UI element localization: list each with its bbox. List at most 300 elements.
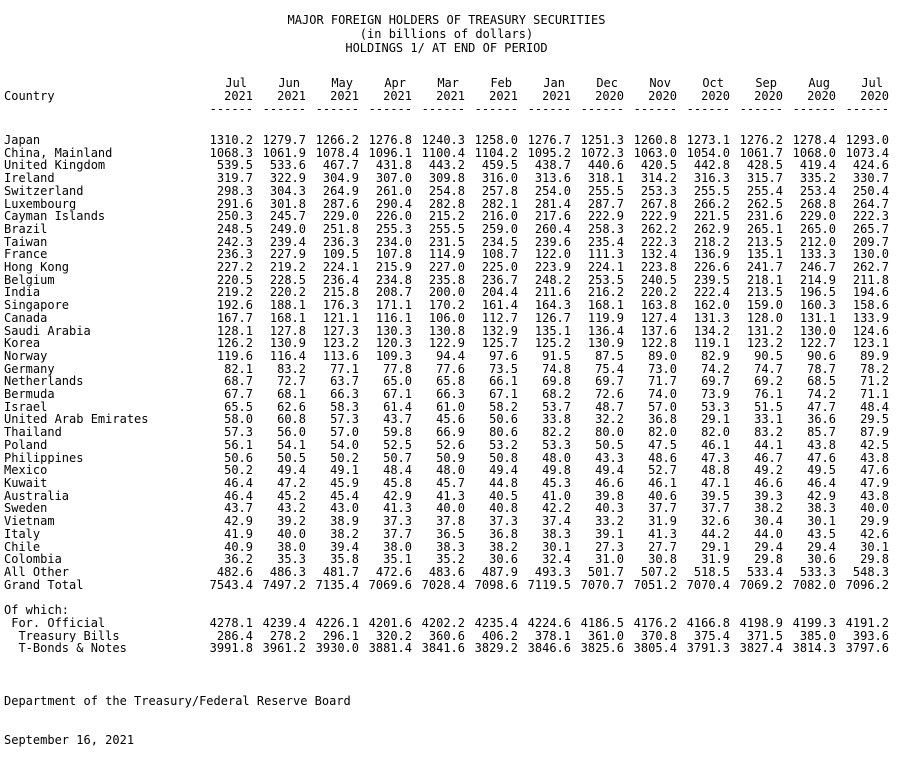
cell-value: 32.4 bbox=[542, 553, 571, 566]
row-label: Chile bbox=[4, 540, 41, 554]
cell-value: 1068.0 bbox=[792, 146, 836, 160]
cell-value: 45.3 bbox=[542, 476, 571, 490]
cell-value: 38.3 bbox=[436, 540, 465, 554]
cell-value: 37.7 bbox=[701, 502, 730, 516]
cell-value: 45.8 bbox=[383, 476, 412, 490]
cell-value: 29.4 bbox=[754, 540, 783, 554]
cell-value: 66.9 bbox=[436, 426, 465, 439]
row-label: Kuwait bbox=[4, 476, 48, 490]
cell-value: 235.4 bbox=[587, 235, 624, 249]
cell-value: 1072.3 bbox=[580, 146, 624, 160]
cell-value: 419.4 bbox=[799, 159, 836, 173]
cell-value: 37.7 bbox=[648, 502, 677, 516]
cell-value: 291.6 bbox=[216, 197, 253, 211]
cell-value: 192.6 bbox=[216, 299, 253, 312]
cell-value: 533.3 bbox=[799, 565, 836, 579]
cell-value: 66.1 bbox=[489, 375, 518, 389]
cell-value: 1279.7 bbox=[262, 134, 306, 147]
table-row bbox=[4, 261, 900, 274]
cell-value: 83.2 bbox=[277, 362, 306, 376]
table-row bbox=[4, 274, 900, 287]
cell-value: 3930.0 bbox=[315, 642, 359, 656]
cell-value: 91.5 bbox=[542, 349, 571, 363]
cell-value: 316.0 bbox=[481, 172, 518, 185]
column-year-label: 2020 bbox=[860, 90, 889, 103]
cell-value: 335.2 bbox=[799, 172, 836, 185]
cell-value: 52.5 bbox=[383, 438, 412, 452]
cell-value: 43.8 bbox=[860, 489, 889, 503]
header-months-row bbox=[4, 77, 900, 90]
column-underline: ------ bbox=[633, 103, 677, 116]
cell-value: 265.1 bbox=[746, 222, 783, 236]
table-header bbox=[4, 77, 900, 116]
cell-value: 4278.1 bbox=[209, 617, 253, 630]
cell-value: 313.6 bbox=[534, 172, 571, 185]
cell-value: 224.1 bbox=[322, 261, 359, 274]
cell-value: 33.8 bbox=[542, 413, 571, 427]
cell-value: 122.8 bbox=[640, 337, 677, 350]
cell-value: 39.5 bbox=[701, 489, 730, 503]
cell-value: 236.3 bbox=[216, 248, 253, 262]
cell-value: 188.1 bbox=[269, 299, 306, 312]
cell-value: 59.8 bbox=[383, 426, 412, 439]
cell-value: 50.5 bbox=[277, 451, 306, 465]
table-row bbox=[4, 426, 900, 439]
cell-value: 218.2 bbox=[693, 235, 730, 249]
column-month-label: Apr bbox=[384, 77, 406, 90]
cell-value: 44.1 bbox=[754, 438, 783, 452]
cell-value: 73.9 bbox=[701, 388, 730, 401]
cell-value: 61.0 bbox=[436, 400, 465, 414]
cell-value: 234.5 bbox=[481, 235, 518, 249]
row-label: Hong Kong bbox=[4, 261, 70, 274]
cell-value: 1276.7 bbox=[527, 134, 571, 147]
column-month-label: May bbox=[331, 77, 353, 90]
cell-value: 43.8 bbox=[860, 451, 889, 465]
cell-value: 236.4 bbox=[322, 273, 359, 287]
cell-value: 35.3 bbox=[277, 553, 306, 566]
cell-value: 493.3 bbox=[534, 565, 571, 579]
cell-value: 316.3 bbox=[693, 172, 730, 185]
cell-value: 3814.3 bbox=[792, 642, 836, 656]
row-label: All Other bbox=[4, 565, 70, 579]
column-underline: ------ bbox=[580, 103, 624, 116]
row-label: Saudi Arabia bbox=[4, 324, 91, 338]
cell-value: 7069.6 bbox=[368, 578, 412, 592]
cell-value: 3846.6 bbox=[527, 642, 571, 656]
cell-value: 69.8 bbox=[542, 375, 571, 389]
cell-value: 3805.4 bbox=[633, 642, 677, 656]
cell-value: 49.4 bbox=[595, 464, 624, 477]
cell-value: 159.0 bbox=[746, 299, 783, 312]
cell-value: 131.3 bbox=[693, 311, 730, 325]
cell-value: 38.9 bbox=[330, 515, 359, 528]
cell-value: 82.0 bbox=[701, 426, 730, 439]
cell-value: 236.3 bbox=[322, 235, 359, 249]
cell-value: 39.1 bbox=[595, 527, 624, 541]
cell-value: 106.0 bbox=[428, 311, 465, 325]
cell-value: 97.6 bbox=[489, 349, 518, 363]
cell-value: 472.6 bbox=[375, 565, 412, 579]
table-row bbox=[4, 528, 900, 541]
cell-value: 258.3 bbox=[587, 222, 624, 236]
row-label: France bbox=[4, 248, 48, 262]
cell-value: 47.1 bbox=[701, 476, 730, 490]
cell-value: 47.3 bbox=[701, 451, 730, 465]
cell-value: 1073.4 bbox=[845, 146, 889, 160]
cell-value: 420.5 bbox=[640, 159, 677, 173]
table-row bbox=[4, 401, 900, 414]
column-underline: ------ bbox=[209, 103, 253, 116]
cell-value: 501.7 bbox=[587, 565, 624, 579]
cell-value: 215.8 bbox=[322, 286, 359, 300]
cell-value: 361.0 bbox=[587, 629, 624, 643]
cell-value: 67.1 bbox=[489, 388, 518, 401]
column-underline: ------ bbox=[527, 103, 571, 116]
cell-value: 50.6 bbox=[224, 451, 253, 465]
cell-value: 168.1 bbox=[269, 311, 306, 325]
cell-value: 518.5 bbox=[693, 565, 730, 579]
cell-value: 50.5 bbox=[595, 438, 624, 452]
cell-value: 33.1 bbox=[754, 413, 783, 427]
cell-value: 3791.3 bbox=[686, 642, 730, 656]
cell-value: 41.3 bbox=[383, 502, 412, 516]
column-year-label: 2021 bbox=[383, 90, 412, 103]
cell-value: 132.9 bbox=[481, 324, 518, 338]
table-row bbox=[4, 299, 900, 312]
cell-value: 459.5 bbox=[481, 159, 518, 173]
cell-value: 130.0 bbox=[799, 324, 836, 338]
column-year-label: 2020 bbox=[595, 90, 624, 103]
row-label: India bbox=[4, 286, 41, 300]
table-row bbox=[4, 325, 900, 338]
row-label: Canada bbox=[4, 311, 48, 325]
cell-value: 1240.3 bbox=[421, 134, 465, 147]
cell-value: 1100.4 bbox=[421, 146, 465, 160]
column-year-label: 2020 bbox=[648, 90, 677, 103]
cell-value: 45.7 bbox=[436, 476, 465, 490]
cell-value: 42.9 bbox=[807, 489, 836, 503]
cell-value: 65.0 bbox=[383, 375, 412, 389]
cell-value: 68.5 bbox=[807, 375, 836, 389]
cell-value: 251.8 bbox=[322, 222, 359, 236]
cell-value: 4176.2 bbox=[633, 617, 677, 630]
cell-value: 73.0 bbox=[648, 362, 677, 376]
cell-value: 225.0 bbox=[481, 261, 518, 274]
cell-value: 35.1 bbox=[383, 553, 412, 566]
cell-value: 1258.0 bbox=[474, 134, 518, 147]
row-label: Thailand bbox=[4, 426, 62, 439]
cell-value: 78.7 bbox=[807, 362, 836, 376]
cell-value: 261.0 bbox=[375, 184, 412, 198]
cell-value: 48.8 bbox=[701, 464, 730, 477]
cell-value: 33.2 bbox=[595, 515, 624, 528]
cell-value: 50.2 bbox=[330, 451, 359, 465]
cell-value: 1078.4 bbox=[315, 146, 359, 160]
cell-value: 57.0 bbox=[648, 400, 677, 414]
cell-value: 85.7 bbox=[807, 426, 836, 439]
row-label: Belgium bbox=[4, 273, 55, 287]
row-label: Vietnam bbox=[4, 515, 55, 528]
cell-value: 30.6 bbox=[807, 553, 836, 566]
cell-value: 307.0 bbox=[375, 172, 412, 185]
cell-value: 42.9 bbox=[383, 489, 412, 503]
cell-value: 43.8 bbox=[807, 438, 836, 452]
cell-value: 255.4 bbox=[746, 184, 783, 198]
cell-value: 200.0 bbox=[428, 286, 465, 300]
cell-value: 255.5 bbox=[693, 184, 730, 198]
cell-value: 235.8 bbox=[428, 273, 465, 287]
cell-value: 44.8 bbox=[489, 476, 518, 490]
cell-value: 39.2 bbox=[277, 515, 306, 528]
column-month-label: Jan bbox=[543, 77, 565, 90]
cell-value: 53.7 bbox=[542, 400, 571, 414]
row-label: Israel bbox=[4, 400, 48, 414]
cell-value: 1276.8 bbox=[368, 134, 412, 147]
cell-value: 282.8 bbox=[428, 197, 465, 211]
header-spacer bbox=[4, 77, 200, 90]
cell-value: 194.6 bbox=[852, 286, 889, 300]
cell-value: 46.6 bbox=[595, 476, 624, 490]
cell-value: 127.3 bbox=[322, 324, 359, 338]
table-row bbox=[4, 464, 900, 477]
cell-value: 63.7 bbox=[330, 375, 359, 389]
cell-value: 89.0 bbox=[648, 349, 677, 363]
cell-value: 49.8 bbox=[542, 464, 571, 477]
cell-value: 7096.2 bbox=[845, 578, 889, 592]
cell-value: 315.7 bbox=[746, 172, 783, 185]
cell-value: 45.9 bbox=[330, 476, 359, 490]
row-label: Poland bbox=[4, 438, 48, 452]
cell-value: 47.6 bbox=[807, 451, 836, 465]
cell-value: 62.6 bbox=[277, 400, 306, 414]
cell-value: 4201.6 bbox=[368, 617, 412, 630]
cell-value: 424.6 bbox=[852, 159, 889, 173]
cell-value: 52.6 bbox=[436, 438, 465, 452]
cell-value: 234.8 bbox=[375, 273, 412, 287]
cell-value: 127.4 bbox=[640, 311, 677, 325]
cell-value: 35.8 bbox=[330, 553, 359, 566]
cell-value: 40.6 bbox=[648, 489, 677, 503]
cell-value: 48.4 bbox=[860, 400, 889, 414]
cell-value: 7069.2 bbox=[739, 578, 783, 592]
cell-value: 440.6 bbox=[587, 159, 624, 173]
cell-value: 239.5 bbox=[693, 273, 730, 287]
cell-value: 255.5 bbox=[428, 222, 465, 236]
cell-value: 68.7 bbox=[224, 375, 253, 389]
cell-value: 136.9 bbox=[693, 248, 730, 262]
row-label: Mexico bbox=[4, 464, 48, 477]
column-underline: ------ bbox=[739, 103, 783, 116]
cell-value: 57.3 bbox=[224, 426, 253, 439]
cell-value: 164.3 bbox=[534, 299, 571, 312]
cell-value: 121.1 bbox=[322, 311, 359, 325]
cell-value: 4191.2 bbox=[845, 617, 889, 630]
cell-value: 1096.1 bbox=[368, 146, 412, 160]
cell-value: 50.9 bbox=[436, 451, 465, 465]
cell-value: 245.7 bbox=[269, 210, 306, 223]
cell-value: 443.2 bbox=[428, 159, 465, 173]
cell-value: 120.3 bbox=[375, 337, 412, 350]
cell-value: 208.7 bbox=[375, 286, 412, 300]
cell-value: 30.1 bbox=[860, 540, 889, 554]
cell-value: 7070.4 bbox=[686, 578, 730, 592]
cell-value: 3829.2 bbox=[474, 642, 518, 656]
cell-value: 30.1 bbox=[807, 515, 836, 528]
source-line: Department of the Treasury/Federal Reserve Board bbox=[4, 694, 351, 709]
cell-value: 7135.4 bbox=[315, 578, 359, 592]
cell-value: 42.9 bbox=[224, 515, 253, 528]
cell-value: 168.1 bbox=[587, 299, 624, 312]
cell-value: 82.0 bbox=[648, 426, 677, 439]
cell-value: 38.2 bbox=[330, 527, 359, 541]
cell-value: 43.3 bbox=[595, 451, 624, 465]
table-row bbox=[4, 579, 900, 592]
cell-value: 250.4 bbox=[852, 184, 889, 198]
cell-value: 43.7 bbox=[383, 413, 412, 427]
cell-value: 56.0 bbox=[277, 426, 306, 439]
cell-value: 301.8 bbox=[269, 197, 306, 211]
cell-value: 48.0 bbox=[436, 464, 465, 477]
table-row bbox=[4, 236, 900, 249]
cell-value: 438.7 bbox=[534, 159, 571, 173]
cell-value: 36.8 bbox=[489, 527, 518, 541]
cell-value: 224.1 bbox=[587, 261, 624, 274]
cell-value: 61.4 bbox=[383, 400, 412, 414]
cell-value: 128.0 bbox=[746, 311, 783, 325]
cell-value: 122.9 bbox=[428, 337, 465, 350]
table-row bbox=[4, 452, 900, 465]
cell-value: 29.9 bbox=[860, 515, 889, 528]
cell-value: 50.2 bbox=[224, 464, 253, 477]
cell-value: 262.7 bbox=[852, 261, 889, 274]
cell-value: 304.9 bbox=[322, 172, 359, 185]
cell-value: 211.8 bbox=[852, 273, 889, 287]
cell-value: 3961.2 bbox=[262, 642, 306, 656]
cell-value: 41.0 bbox=[542, 489, 571, 503]
cell-value: 378.1 bbox=[534, 629, 571, 643]
cell-value: 80.0 bbox=[595, 426, 624, 439]
cell-value: 37.3 bbox=[489, 515, 518, 528]
cell-value: 130.3 bbox=[375, 324, 412, 338]
column-underline: ------ bbox=[368, 103, 412, 116]
cell-value: 3825.6 bbox=[580, 642, 624, 656]
cell-value: 43.0 bbox=[330, 502, 359, 516]
cell-value: 40.3 bbox=[595, 502, 624, 516]
cell-value: 228.5 bbox=[269, 273, 306, 287]
cell-value: 89.9 bbox=[860, 349, 889, 363]
cell-value: 236.7 bbox=[481, 273, 518, 287]
row-label: Bermuda bbox=[4, 388, 55, 401]
cell-value: 37.7 bbox=[383, 527, 412, 541]
column-year-label: 2021 bbox=[542, 90, 571, 103]
cell-value: 319.7 bbox=[216, 172, 253, 185]
table-row bbox=[4, 312, 900, 325]
cell-value: 255.5 bbox=[587, 184, 624, 198]
cell-value: 7543.4 bbox=[209, 578, 253, 592]
cell-value: 94.4 bbox=[436, 349, 465, 363]
cell-value: 4199.3 bbox=[792, 617, 836, 630]
cell-value: 82.1 bbox=[224, 362, 253, 376]
cell-value: 36.8 bbox=[648, 413, 677, 427]
cell-value: 222.3 bbox=[852, 210, 889, 223]
cell-value: 43.2 bbox=[277, 502, 306, 516]
column-month-label: Jun bbox=[278, 77, 300, 90]
header-underline-row bbox=[4, 103, 900, 116]
cell-value: 260.4 bbox=[534, 222, 571, 236]
cell-value: 239.4 bbox=[269, 235, 306, 249]
table-row bbox=[4, 337, 900, 350]
cell-value: 40.8 bbox=[489, 502, 518, 516]
column-year-label: 2021 bbox=[277, 90, 306, 103]
cell-value: 130.9 bbox=[587, 337, 624, 350]
cell-value: 7119.5 bbox=[527, 578, 571, 592]
cell-value: 36.5 bbox=[436, 527, 465, 541]
cell-value: 133.3 bbox=[799, 248, 836, 262]
cell-value: 54.0 bbox=[330, 438, 359, 452]
cell-value: 242.3 bbox=[216, 235, 253, 249]
cell-value: 209.7 bbox=[852, 235, 889, 249]
cell-value: 123.2 bbox=[746, 337, 783, 350]
cell-value: 222.4 bbox=[693, 286, 730, 300]
cell-value: 241.7 bbox=[746, 261, 783, 274]
report-subtitle-period: HOLDINGS 1/ AT END OF PERIOD bbox=[345, 41, 548, 55]
cell-value: 309.8 bbox=[428, 172, 465, 185]
cell-value: 171.1 bbox=[375, 299, 412, 312]
report-footer bbox=[4, 669, 900, 773]
report-title-block bbox=[4, 13, 889, 55]
cell-value: 87.5 bbox=[595, 349, 624, 363]
cell-value: 66.3 bbox=[436, 388, 465, 401]
column-month-label: Feb bbox=[490, 77, 512, 90]
cell-value: 74.0 bbox=[648, 388, 677, 401]
cell-value: 40.9 bbox=[224, 540, 253, 554]
cell-value: 48.7 bbox=[595, 400, 624, 414]
cell-value: 68.1 bbox=[277, 388, 306, 401]
cell-value: 234.0 bbox=[375, 235, 412, 249]
cell-value: 282.1 bbox=[481, 197, 518, 211]
cell-value: 32.2 bbox=[595, 413, 624, 427]
cell-value: 213.5 bbox=[746, 235, 783, 249]
cell-value: 135.1 bbox=[534, 324, 571, 338]
cell-value: 239.6 bbox=[534, 235, 571, 249]
cell-value: 56.1 bbox=[224, 438, 253, 452]
cell-value: 214.9 bbox=[799, 273, 836, 287]
cell-value: 44.2 bbox=[701, 527, 730, 541]
cell-value: 3797.6 bbox=[845, 642, 889, 656]
cell-value: 72.6 bbox=[595, 388, 624, 401]
cell-value: 29.8 bbox=[860, 553, 889, 566]
cell-value: 44.0 bbox=[754, 527, 783, 541]
cell-value: 259.0 bbox=[481, 222, 518, 236]
cell-value: 73.5 bbox=[489, 362, 518, 376]
cell-value: 248.5 bbox=[216, 222, 253, 236]
row-label: Japan bbox=[4, 134, 41, 147]
cell-value: 162.0 bbox=[693, 299, 730, 312]
column-year-label: 2021 bbox=[330, 90, 359, 103]
cell-value: 30.6 bbox=[489, 553, 518, 566]
table-row bbox=[4, 147, 900, 160]
cell-value: 286.4 bbox=[216, 629, 253, 643]
of-which-row bbox=[4, 604, 900, 617]
cell-value: 507.2 bbox=[640, 565, 677, 579]
header-spacer bbox=[4, 103, 200, 116]
cell-value: 36.2 bbox=[224, 553, 253, 566]
cell-value: 46.4 bbox=[224, 476, 253, 490]
cell-value: 83.2 bbox=[754, 426, 783, 439]
cell-value: 539.5 bbox=[216, 159, 253, 173]
cell-value: 58.2 bbox=[489, 400, 518, 414]
